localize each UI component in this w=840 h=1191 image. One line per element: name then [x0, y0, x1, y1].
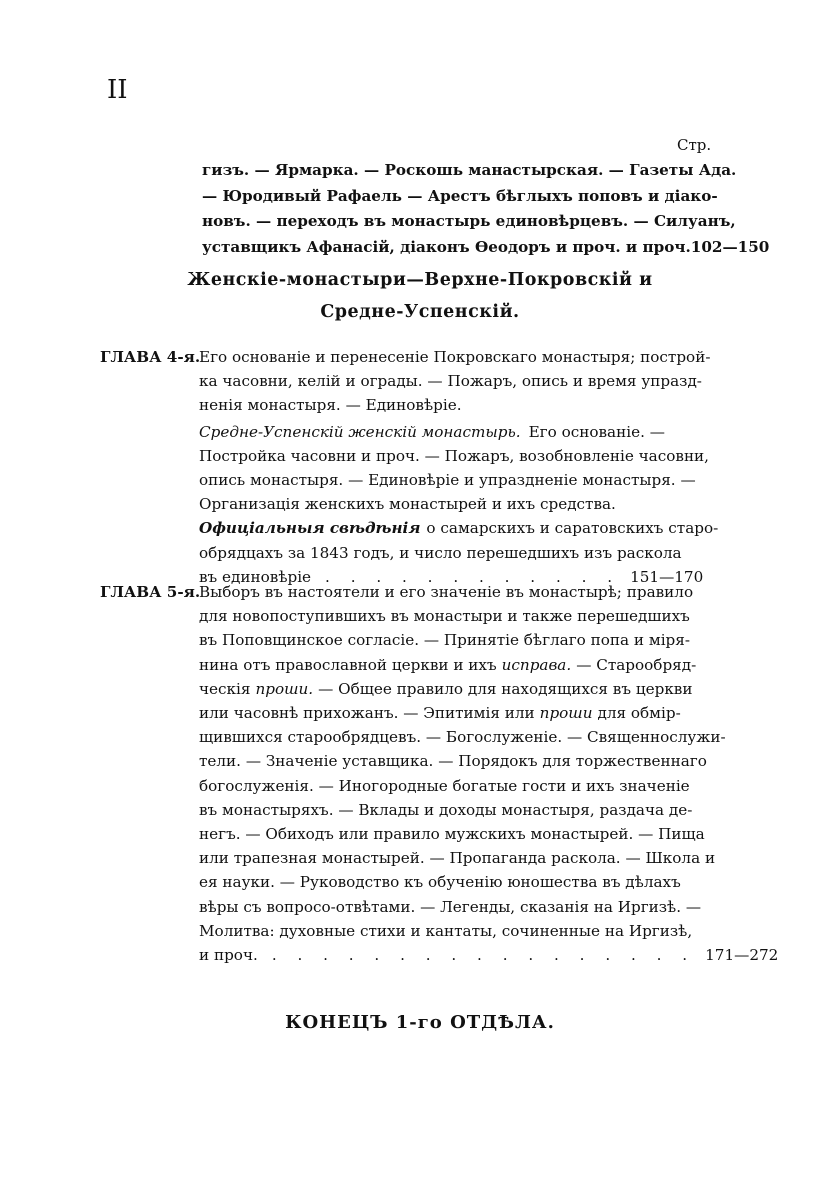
- text-fragment: о самарскихъ и саратовскихъ старо-: [426, 519, 719, 538]
- leader-dots: . . . . . . . . . . . . . . . . .: [271, 946, 696, 965]
- page-range: 171—272: [705, 946, 779, 965]
- text-line: щившихся старообрядцевъ. — Богослуженіе. — Священнослужи-: [199, 728, 726, 747]
- text-fragment: исправа.: [501, 655, 572, 674]
- text-line: — Юродивый Рафаель — Арестъ бѣглыхъ поповъ и діако-: [202, 186, 718, 205]
- page-range: 151—170: [630, 567, 704, 586]
- text-fragment: и проч.: [199, 946, 258, 965]
- text-line: [199, 677, 692, 701]
- chapter-5: [100, 580, 779, 967]
- text-line: Выборъ въ настоятели и его значеніе въ монастырѣ; правило: [199, 583, 694, 601]
- text-line: [199, 653, 697, 677]
- text-line: Постройка часовни и проч. — Пожаръ, возобновленіе часовни,: [199, 446, 710, 465]
- text-fragment: или часовнѣ прихожанъ. — Эпитимія или: [199, 704, 535, 723]
- leader-dots: . . . . . . . . . . . .: [325, 567, 621, 586]
- page-number: II: [107, 75, 128, 105]
- text-line: негъ. — Обиходъ или правило мужскихъ монастырей. — Пища: [199, 825, 705, 844]
- text-line: для новопоступившихъ въ монастыри и также перешедшихъ: [199, 607, 690, 626]
- text-fragment: — Общее правило для находящихся въ церкви: [318, 679, 693, 698]
- text-fragment: проши: [539, 704, 593, 723]
- text-line: Организація женскихъ монастырей и ихъ средства.: [199, 495, 616, 514]
- subsection-title: Средне-Успенскій женскій монастырь.: [199, 422, 521, 441]
- text-line: въ монастыряхъ. — Вклады и доходы монастыря, раздача де-: [199, 800, 693, 819]
- text-fragment: проши.: [255, 679, 314, 698]
- text-line: въ Поповщинское согласіе. — Принятіе бѣглаго попа и міря-: [199, 631, 690, 650]
- section-heading-line1: Женскіе-монастыри—Верхне-Покровскій и: [187, 270, 653, 290]
- chapter-body: [199, 345, 719, 589]
- text-line: ненія монастыря. — Единовѣріе.: [199, 396, 462, 415]
- text-line: ка часовни, келій и ограды. — Пожаръ, опись и время упразд-: [199, 372, 702, 391]
- text-line: обрядцахъ за 1843 годъ, и число перешедшихъ изъ раскола: [199, 543, 682, 562]
- page-range: 102—150: [690, 237, 770, 256]
- chapter-label: ГЛАВА 5-я.: [100, 583, 201, 601]
- text-line: богослуженія. — Иногородные богатые гости и ихъ значеніе: [199, 776, 690, 795]
- continuation-block: [202, 158, 770, 260]
- chapter-body: [199, 580, 779, 967]
- text-line: опись монастыря. — Единовѣріе и упраздненіе монастыря. —: [199, 471, 696, 490]
- section-heading-line2: Средне-Успенскій.: [320, 302, 520, 322]
- text-line: уставщикъ Афанасій, діаконъ Ѳеодоръ и проч. и проч.: [202, 237, 691, 256]
- text-fragment: ческія: [199, 679, 251, 698]
- text-line: или трапезная монастырей. — Пропаганда раскола. — Школа и: [199, 849, 716, 868]
- text-fragment: — Старообряд-: [576, 655, 697, 674]
- text-fragment: для обмір-: [597, 704, 681, 723]
- official-title: Офиціальныя свѣдѣнія: [199, 519, 421, 538]
- text-line: [199, 516, 719, 540]
- text-line: тели. — Значеніе уставщика. — Порядокъ для торжественнаго: [199, 752, 707, 771]
- text-line-with-pages: [199, 943, 779, 967]
- text-fragment: Его основаніе. —: [528, 422, 665, 441]
- text-line-with-pages: [202, 235, 770, 261]
- text-line: вѣры съ вопросо-отвѣтами. — Легенды, сказанія на Иргизѣ. —: [199, 897, 702, 916]
- text-line: ея науки. — Руководство къ обученію юношества въ дѣлахъ: [199, 873, 681, 892]
- end-of-part-text: КОНЕЦЪ 1-го ОТДѢЛА.: [285, 1012, 555, 1033]
- text-line: новъ. — переходъ въ монастырь единовѣрцевъ. — Силуанъ,: [202, 212, 736, 231]
- column-label: Стр.: [677, 136, 712, 154]
- text-fragment: въ единовѣріе: [199, 567, 312, 586]
- text-line: [199, 420, 692, 444]
- text-line: [199, 701, 692, 725]
- chapter-label: ГЛАВА 4-я.: [100, 348, 201, 366]
- chapter-4: [100, 345, 719, 589]
- text-line: Его основаніе и перенесеніе Покровскаго монастыря; построй-: [199, 348, 711, 366]
- text-fragment: нина отъ православной церкви и ихъ: [199, 655, 497, 674]
- text-line: гизъ. — Ярмарка. — Роскошь манастырская. — Газеты Ада.: [202, 161, 737, 179]
- text-line: Молитва: духовные стихи и кантаты, сочиненные на Иргизѣ,: [199, 921, 693, 940]
